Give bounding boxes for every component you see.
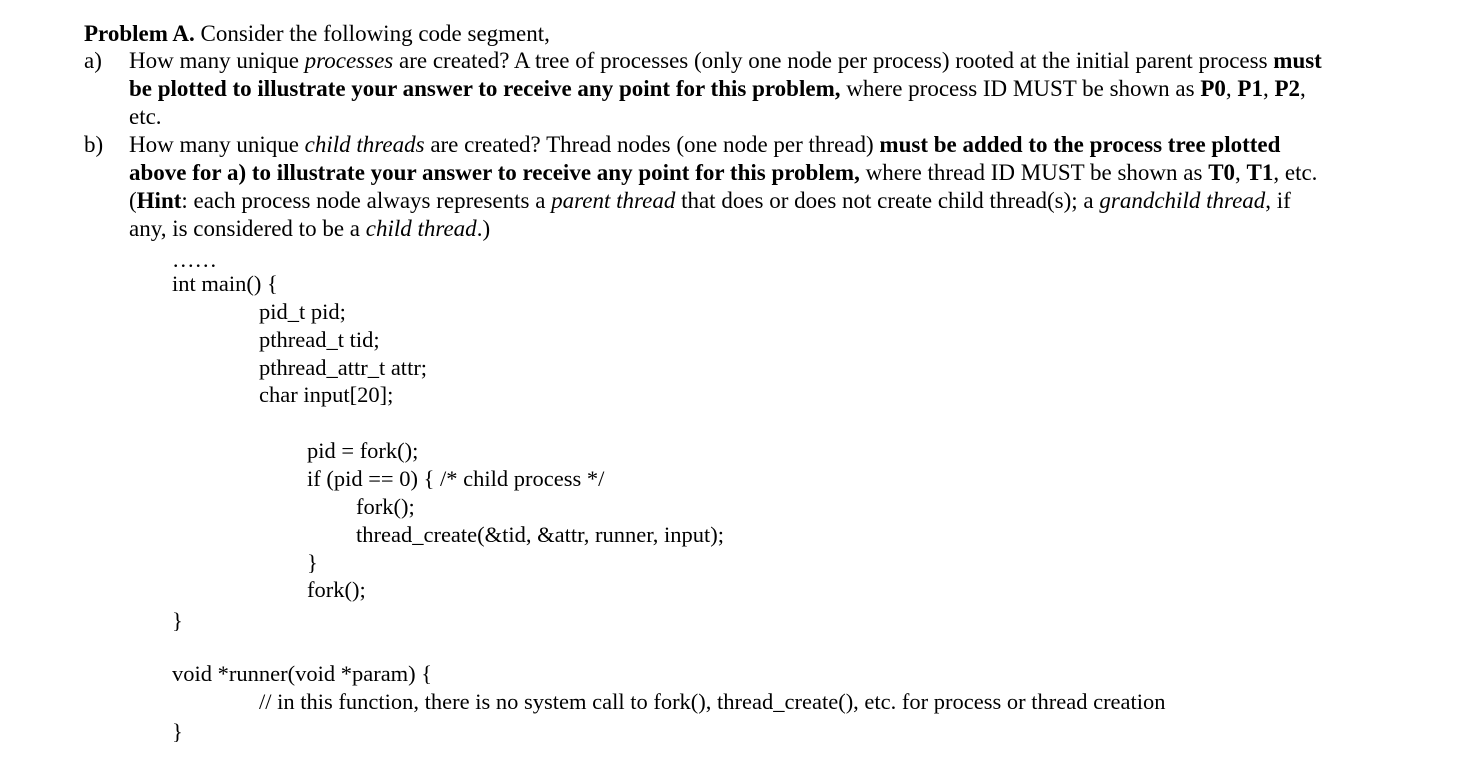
code-ellipsis: …… (172, 247, 217, 272)
code-if-close: } (307, 550, 318, 575)
separator: , (1300, 76, 1306, 101)
part-a-line-3: etc. (129, 104, 162, 129)
part-b-line-2 (129, 159, 1317, 187)
thread-id-t0: T0 (1208, 160, 1236, 185)
part-a-line-1 (129, 47, 1322, 75)
part-b-marker: b) (84, 132, 104, 157)
thread-id-t1: T1 (1246, 160, 1274, 185)
part-b-text: where thread ID MUST be shown as (859, 160, 1209, 185)
paren: ( (129, 188, 137, 213)
code-fork-3: fork(); (307, 577, 366, 602)
process-id-p0: P0 (1200, 76, 1226, 101)
part-b-bold: above for a) to illustrate your answer to receive any point for this problem, (129, 160, 860, 185)
problem-title: Problem A. (84, 21, 195, 46)
separator: , (1235, 160, 1247, 185)
problem-intro: Consider the following code segment, (194, 21, 550, 46)
part-b-line-4 (129, 215, 490, 243)
code-runner-close: } (172, 719, 183, 744)
hint-text: any, is considered to be a (129, 216, 366, 241)
code-decl-input: char input[20]; (259, 382, 394, 407)
separator: , (1225, 76, 1238, 101)
part-b-emphasis: child threads (304, 132, 425, 157)
hint-text: that does or does not create child thread(s); a (675, 188, 1100, 213)
separator: , etc. (1273, 160, 1318, 185)
code-runner-comment: // in this function, there is no system call to fork(), thread_create(), etc. for process or thread creation (259, 689, 1166, 714)
hint-emphasis: parent thread (551, 188, 676, 213)
hint-text: , if (1265, 188, 1291, 213)
code-main-signature: int main() { (172, 271, 278, 296)
part-b-line-1 (129, 131, 1280, 159)
hint-text: : each process node always represents a (181, 188, 552, 213)
code-fork-1: pid = fork(); (307, 438, 419, 463)
problem-heading (84, 20, 550, 48)
code-runner-signature: void *runner(void *param) { (172, 661, 433, 686)
part-b-text: are created? Thread nodes (one node per thread) (424, 132, 880, 157)
code-decl-attr: pthread_attr_t attr; (259, 355, 428, 380)
hint-text: .) (476, 216, 491, 241)
process-id-p1: P1 (1237, 76, 1263, 101)
part-a-emphasis: processes (304, 48, 394, 73)
code-if-child: if (pid == 0) { /* child process */ (307, 466, 605, 491)
process-id-p2: P2 (1274, 76, 1301, 101)
part-a-text: How many unique (129, 48, 305, 73)
hint-emphasis: grandchild thread (1099, 188, 1266, 213)
part-b-bold: must be added to the process tree plotted (879, 132, 1281, 157)
hint-emphasis: child thread (365, 216, 477, 241)
part-a-marker: a) (84, 48, 102, 73)
part-a-text: where process ID MUST be shown as (840, 76, 1201, 101)
hint-label: Hint (136, 188, 182, 213)
part-a-bold: be plotted to illustrate your answer to receive any point for this problem, (129, 76, 841, 101)
code-decl-tid: pthread_t tid; (259, 327, 380, 352)
part-a-line-2 (129, 75, 1306, 103)
code-thread-create: thread_create(&tid, &attr, runner, input); (356, 522, 725, 547)
code-fork-2: fork(); (356, 494, 415, 519)
part-b-text: How many unique (129, 132, 305, 157)
part-a-text: are created? A tree of processes (only one node per process) rooted at the initial parent process (393, 48, 1274, 73)
separator: , (1262, 76, 1275, 101)
code-decl-pid: pid_t pid; (259, 299, 346, 324)
code-main-close: } (172, 608, 183, 633)
part-a-bold: must (1273, 48, 1322, 73)
part-b-line-3 (129, 187, 1291, 215)
